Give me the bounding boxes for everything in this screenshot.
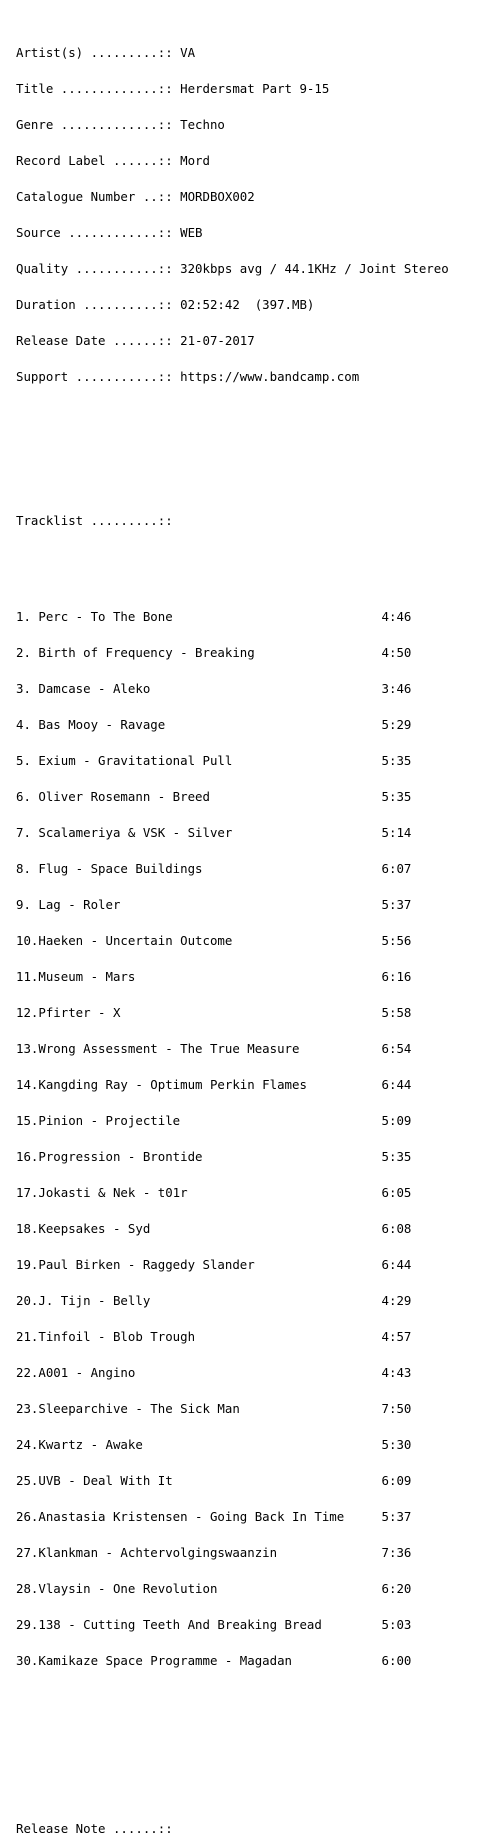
release-note-heading: Release Note ......:: (16, 1821, 173, 1836)
track-item: 8. Flug - Space Buildings 6:07 (16, 861, 412, 876)
track-item: 25.UVB - Deal With It 6:09 (16, 1473, 412, 1488)
track-item: 15.Pinion - Projectile 5:09 (16, 1113, 412, 1128)
catalogue-number-line: Catalogue Number ..:: MORDBOX002 (16, 189, 255, 204)
track-item: 23.Sleeparchive - The Sick Man 7:50 (16, 1401, 412, 1416)
track-item: 9. Lag - Roler 5:37 (16, 897, 412, 912)
track-item: 21.Tinfoil - Blob Trough 4:57 (16, 1329, 412, 1344)
track-item: 3. Damcase - Aleko 3:46 (16, 681, 412, 696)
spacer (16, 1787, 449, 1799)
track-item: 12.Pfirter - X 5:58 (16, 1005, 412, 1020)
spacer (16, 1715, 449, 1727)
tracklist (16, 587, 449, 1691)
title-line: Title .............:: Herdersmat Part 9-15 (16, 81, 330, 96)
track-item: 18.Keepsakes - Syd 6:08 (16, 1221, 412, 1236)
track-item: 24.Kwartz - Awake 5:30 (16, 1437, 412, 1452)
artist-line: Artist(s) .........:: VA (16, 45, 196, 60)
track-item: 16.Progression - Brontide 5:35 (16, 1149, 412, 1164)
duration-line: Duration ..........:: 02:52:42 (397.MB) (16, 297, 315, 312)
spacer (16, 443, 449, 455)
track-item: 6. Oliver Rosemann - Breed 5:35 (16, 789, 412, 804)
spacer (16, 407, 449, 419)
quality-line: Quality ...........:: 320kbps avg / 44.1KHz / Joint Stereo (16, 261, 449, 276)
nfo-text-document (16, 23, 449, 1847)
spacer (16, 1751, 449, 1763)
track-item: 29.138 - Cutting Teeth And Breaking Bread 5:03 (16, 1617, 412, 1632)
spacer (16, 479, 449, 491)
spacer (16, 551, 449, 563)
track-item: 5. Exium - Gravitational Pull 5:35 (16, 753, 412, 768)
track-item: 13.Wrong Assessment - The True Measure 6:54 (16, 1041, 412, 1056)
track-item: 19.Paul Birken - Raggedy Slander 6:44 (16, 1257, 412, 1272)
release-date-line: Release Date ......:: 21-07-2017 (16, 333, 255, 348)
tracklist-heading: Tracklist .........:: (16, 513, 173, 528)
track-item: 22.A001 - Angino 4:43 (16, 1365, 412, 1380)
track-item: 2. Birth of Frequency - Breaking 4:50 (16, 645, 412, 660)
genre-line: Genre .............:: Techno (16, 117, 225, 132)
track-item: 14.Kangding Ray - Optimum Perkin Flames 6:44 (16, 1077, 412, 1092)
track-item: 7. Scalameriya & VSK - Silver 5:14 (16, 825, 412, 840)
track-item: 27.Klankman - Achtervolgingswaanzin 7:36 (16, 1545, 412, 1560)
source-line: Source ............:: WEB (16, 225, 203, 240)
support-line: Support ...........:: https://www.bandcamp.com (16, 369, 360, 384)
track-item: 28.Vlaysin - One Revolution 6:20 (16, 1581, 412, 1596)
track-item: 11.Museum - Mars 6:16 (16, 969, 412, 984)
track-item: 26.Anastasia Kristensen - Going Back In Time 5:37 (16, 1509, 412, 1524)
track-item: 4. Bas Mooy - Ravage 5:29 (16, 717, 412, 732)
track-item: 1. Perc - To The Bone 4:46 (16, 609, 412, 624)
track-item: 10.Haeken - Uncertain Outcome 5:56 (16, 933, 412, 948)
record-label-line: Record Label ......:: Mord (16, 153, 210, 168)
track-item: 20.J. Tijn - Belly 4:29 (16, 1293, 412, 1308)
track-item: 30.Kamikaze Space Programme - Magadan 6:00 (16, 1653, 412, 1668)
track-item: 17.Jokasti & Nek - t01r 6:05 (16, 1185, 412, 1200)
